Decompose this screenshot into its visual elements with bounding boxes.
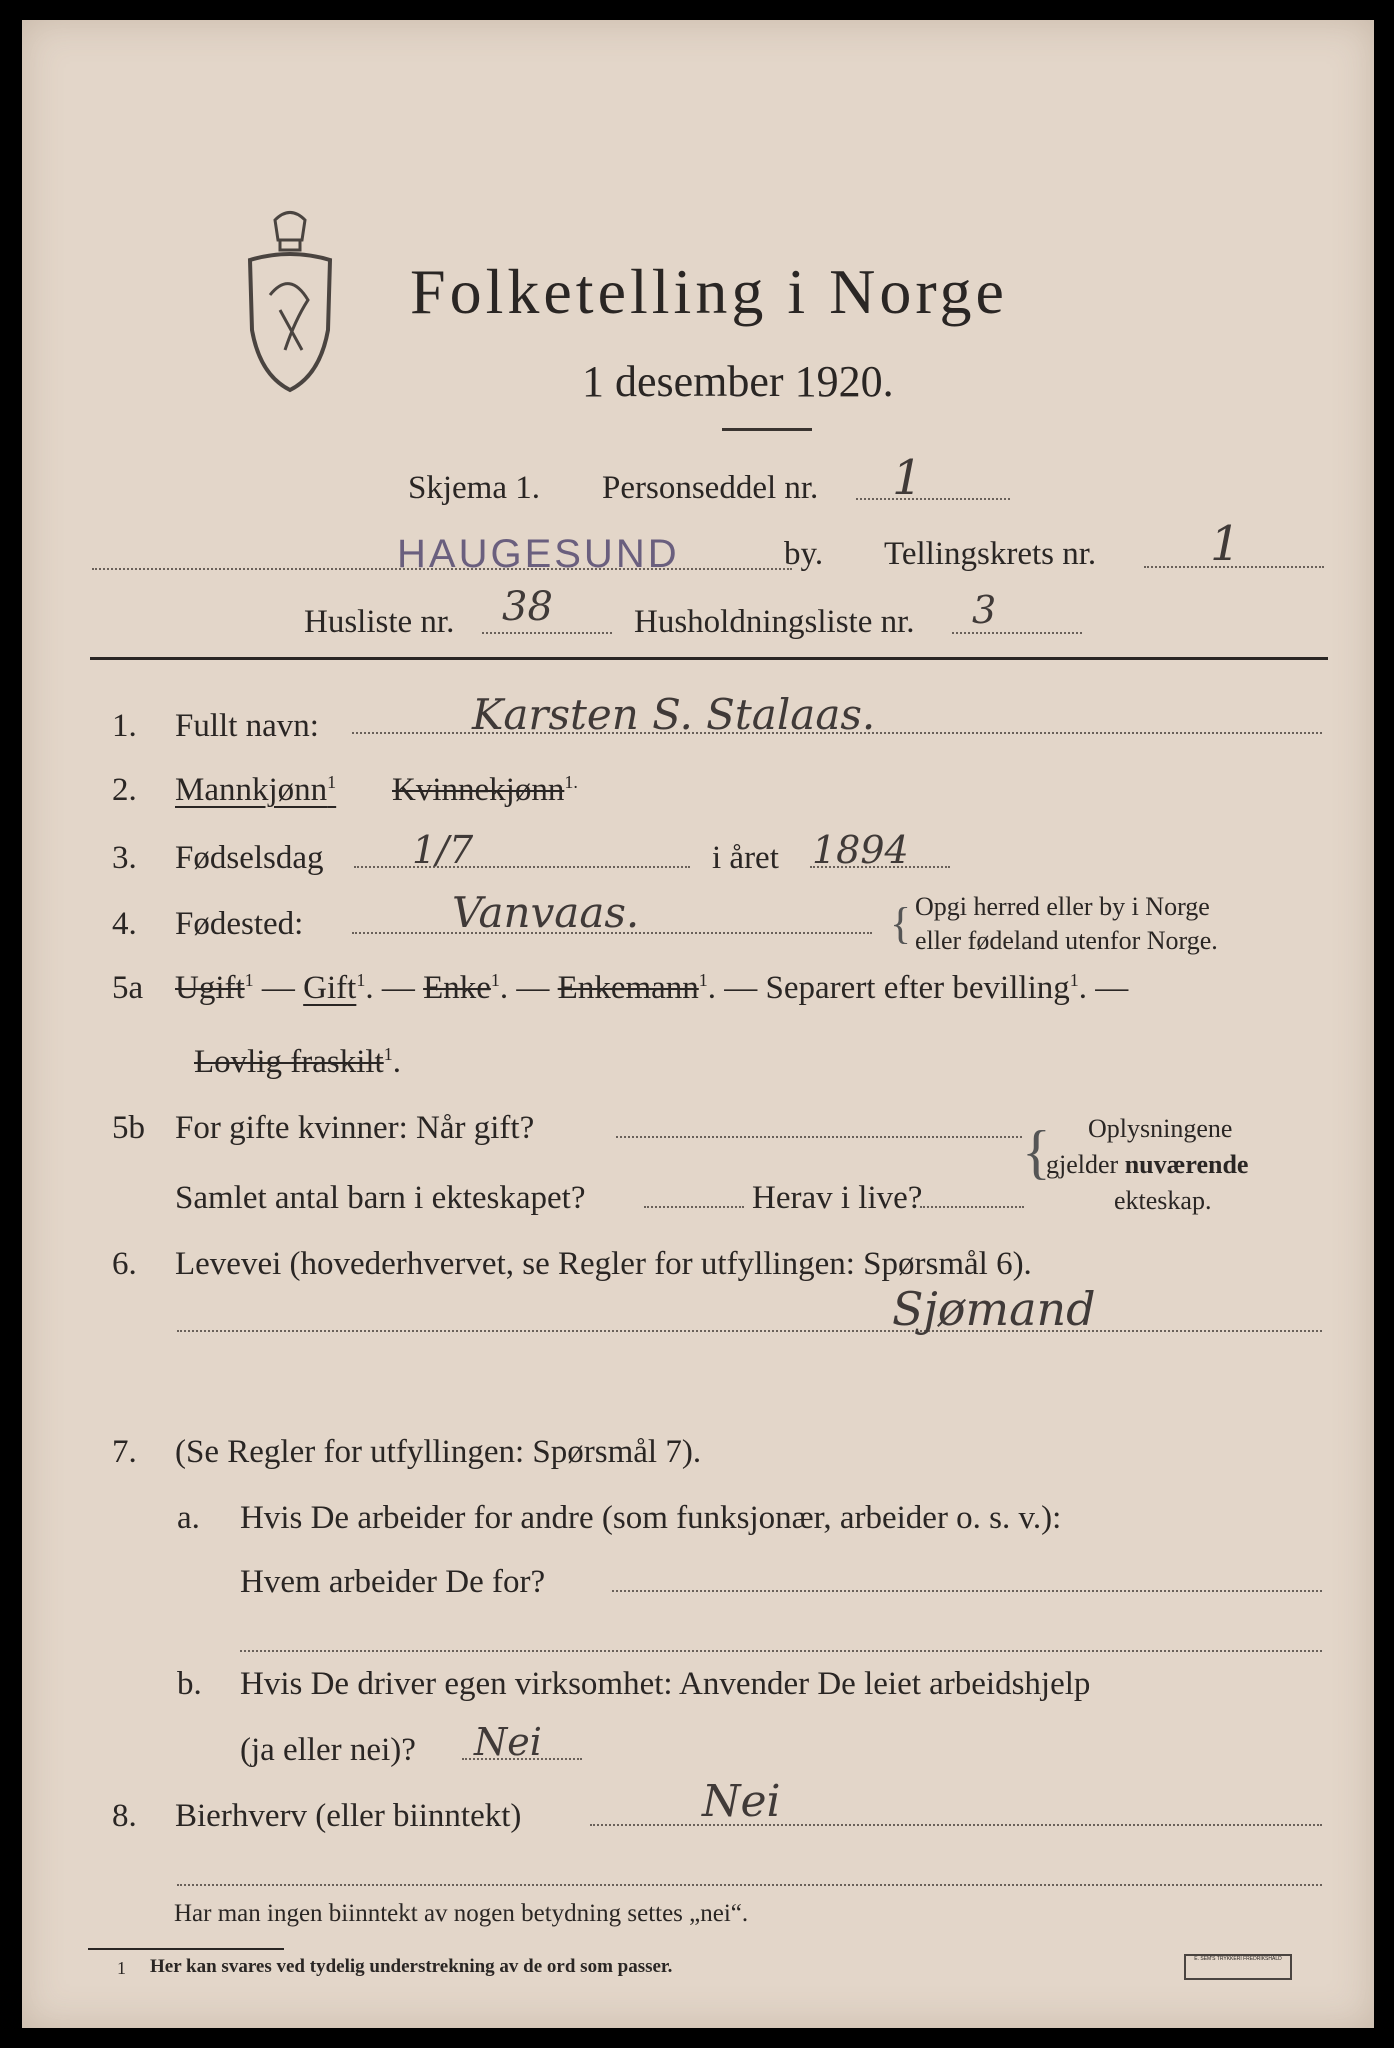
- q5a-sup-5: 1: [1069, 970, 1079, 990]
- q7b-answer: Nei: [474, 1720, 542, 1764]
- q7a-line-1: [612, 1590, 1322, 1592]
- q5b-label-1: For gifte kvinner: Når gift?: [175, 1110, 535, 1146]
- q2-male: Mannkjønn: [175, 772, 328, 808]
- q3-answer: 1/7: [412, 828, 474, 872]
- husliste-label: Husliste nr.: [304, 604, 455, 640]
- q2-number: 2.: [112, 772, 137, 808]
- q4-note-2: eller fødeland utenfor Norge.: [915, 926, 1218, 955]
- q3-year-label: i året: [712, 840, 779, 876]
- tellingskrets-label: Tellingskrets nr.: [884, 536, 1097, 572]
- q4-note-1: Opgi herred eller by i Norge: [915, 892, 1210, 921]
- q3-label: Fødselsdag: [175, 840, 324, 876]
- q5a-ugift: Ugift: [175, 970, 245, 1006]
- q1-label: Fullt navn:: [175, 708, 319, 744]
- q5b-note-2a: gjelder: [1046, 1150, 1119, 1179]
- husholdning-line: [952, 632, 1082, 634]
- census-form: [22, 20, 1374, 2028]
- q5a-sup-2: 1: [356, 970, 366, 990]
- q2-female: Kvinnekjønn: [392, 772, 565, 808]
- q2-female-sup: 1.: [564, 772, 578, 792]
- footnote-number: 1: [117, 1958, 126, 1978]
- footnote-rule: [88, 1948, 284, 1950]
- q8-answer: Nei: [702, 1776, 781, 1827]
- q5b-line-2: [644, 1206, 744, 1208]
- husholdning-label: Husholdningsliste nr.: [634, 604, 915, 640]
- q5a-number: 5a: [112, 970, 144, 1006]
- title-divider: [722, 428, 812, 431]
- husliste-value: 38: [502, 584, 553, 630]
- personseddel-value: 1: [892, 450, 923, 506]
- q6-line: [177, 1330, 1322, 1332]
- personseddel-line: [856, 498, 1010, 500]
- coat-of-arms-icon: [240, 200, 340, 400]
- by-label: by.: [784, 536, 824, 572]
- q8-number: 8.: [112, 1798, 137, 1834]
- q5a-sup-3: 1: [490, 970, 500, 990]
- q7a-text: Hvis De arbeider for andre (som funksjonær, arbeider o. s. v.):: [240, 1500, 1062, 1536]
- q7a-letter: a.: [177, 1500, 200, 1536]
- q5b-line-1: [616, 1136, 1022, 1138]
- q5b-line-3: [920, 1206, 1024, 1208]
- q7-number: 7.: [112, 1434, 137, 1470]
- q6-answer: Sjømand: [892, 1282, 1096, 1336]
- form-title: Folketelling i Norge: [410, 256, 1008, 327]
- q7b-text-2: (ja eller nei)?: [240, 1732, 416, 1768]
- q5b-brace: {: [1022, 1119, 1051, 1185]
- q4-label: Fødested:: [175, 906, 304, 942]
- husliste-line: [482, 632, 612, 634]
- q1-answer: Karsten S. Stalaas.: [472, 690, 876, 739]
- q5a-sep-3: —: [516, 970, 550, 1006]
- q5a-sep-1: —: [261, 970, 295, 1006]
- q6-number: 6.: [112, 1246, 137, 1282]
- q2-male-sup: 1: [327, 772, 337, 792]
- q8-label: Bierhverv (eller biinntekt): [175, 1798, 522, 1834]
- q5a-sep-4: —: [724, 970, 758, 1006]
- q7b-letter: b.: [177, 1666, 202, 1702]
- q7-label: (Se Regler for utfyllingen: Spørsmål 7).: [175, 1434, 702, 1470]
- q2-female-wrap: [392, 772, 578, 809]
- q8-line-2: [177, 1884, 1322, 1886]
- printer-stamp: E. SEM'S TRYKKERI FREDRIKSHALD: [1184, 1954, 1292, 1980]
- q2-male-wrap: [175, 772, 336, 809]
- q1-number: 1.: [112, 708, 137, 744]
- q5b-note-3: ekteskap.: [1114, 1186, 1212, 1215]
- q5a-fraskilt: Lovlig fraskilt: [194, 1044, 384, 1080]
- q5a-gift: Gift: [303, 970, 357, 1006]
- city-stamp: HAUGESUND: [397, 532, 680, 576]
- q5b-label-2: Samlet antal barn i ekteskapet?: [175, 1180, 586, 1216]
- q3-year-answer: 1894: [812, 828, 909, 872]
- q5a-options: Ugift$^1$ — Gift$^1$. — Enke$^1$. — Enkemann$^1$. — Separert efter bevilling$^1$. —: [175, 970, 1129, 1006]
- q4-answer: Vanvaas.: [452, 888, 640, 937]
- husholdning-value: 3: [972, 588, 997, 632]
- q4-brace: {: [890, 899, 912, 948]
- q6-label: Levevei (hovederhvervet, se Regler for utfyllingen: Spørsmål 6).: [175, 1246, 1032, 1282]
- q5a-enke: Enke: [423, 970, 491, 1006]
- q7a-text-2: Hvem arbeider De for?: [240, 1564, 546, 1600]
- q3-number: 3.: [112, 840, 137, 876]
- q5a-sup-4: 1: [698, 970, 708, 990]
- personseddel-label: Personseddel nr.: [602, 470, 819, 506]
- q5b-note-1: Oplysningene: [1088, 1114, 1233, 1143]
- q5a-sep-5: —: [1095, 970, 1129, 1006]
- q5b-label-3: Herav i live?: [752, 1180, 923, 1216]
- q7a-line-2: [240, 1650, 1322, 1652]
- footer-note: Har man ingen biinntekt av nogen betydning settes „nei“.: [174, 1900, 749, 1927]
- tellingskrets-value: 1: [1210, 516, 1241, 572]
- q4-number: 4.: [112, 906, 137, 942]
- header-rule: [90, 657, 1328, 660]
- q5b-number: 5b: [112, 1110, 145, 1146]
- census-date: 1 desember 1920.: [582, 357, 894, 406]
- q5a-sup-1: 1: [244, 970, 254, 990]
- q7b-text: Hvis De driver egen virksomhet: Anvender De leiet arbeidshjelp: [240, 1666, 1091, 1702]
- q5a-sup-6: 1: [383, 1044, 393, 1064]
- q5b-note-2b: nuværende: [1124, 1150, 1249, 1179]
- q3-line: [354, 866, 690, 868]
- q8-line: [590, 1824, 1322, 1826]
- q5a-separert: Separert efter bevilling: [765, 970, 1070, 1006]
- q5a-sep-2: —: [381, 970, 415, 1006]
- q5b-note-2: [1046, 1150, 1248, 1180]
- schema-label: Skjema 1.: [408, 470, 540, 506]
- q5a-options-line2: Lovlig fraskilt$^1$.: [194, 1044, 401, 1080]
- footnote-text: Her kan svares ved tydelig understrekning av de ord som passer.: [150, 1956, 673, 1977]
- q5a-enkemann: Enkemann: [557, 970, 699, 1006]
